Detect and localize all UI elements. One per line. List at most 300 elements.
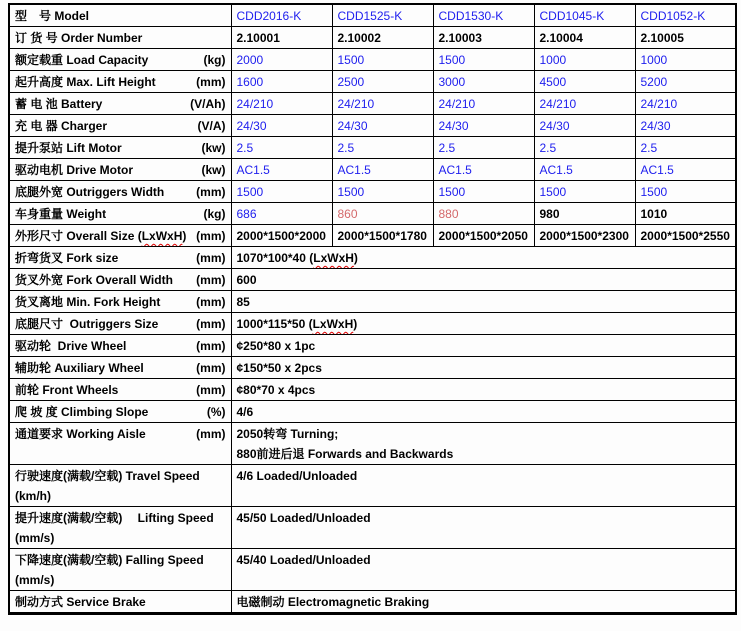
spec-value-cell (231, 549, 736, 591)
spec-label: 折弯货叉 Fork size (15, 251, 119, 265)
table-row (9, 4, 736, 27)
spec-label-cell (9, 181, 231, 203)
table-row (9, 507, 736, 549)
spec-label-line (15, 314, 226, 334)
spec-value-cell (433, 71, 534, 93)
spec-value-cell (332, 115, 433, 137)
spec-label-line (15, 292, 226, 312)
spec-value: 5200 (640, 75, 668, 89)
spec-unit: (mm) (196, 273, 226, 287)
table-row (9, 379, 736, 401)
spec-label-cell (9, 137, 231, 159)
spec-label-line (15, 550, 226, 570)
spec-value-line (237, 358, 731, 378)
spec-label: 车身重量 Weight (15, 207, 107, 221)
spec-value-cell (635, 93, 736, 115)
spec-value-cell (231, 159, 332, 181)
spec-value-cell (534, 27, 635, 49)
spec-value-line (237, 270, 731, 290)
spec-value: 24/30 (236, 119, 267, 133)
spec-label: 额定载重 Load Capacity (15, 53, 149, 67)
spec-value: 2000*1500*2550 (640, 229, 730, 243)
spec-value: AC1.5 (438, 163, 472, 177)
spec-value: 600 (236, 273, 257, 287)
spec-label-text (15, 292, 160, 312)
spec-label-text (15, 160, 133, 180)
spec-value-cell (433, 49, 534, 71)
spec-value-cell (635, 159, 736, 181)
table-row (9, 115, 736, 137)
spec-value: 1500 (438, 53, 466, 67)
spec-label-line (15, 72, 226, 92)
spec-label-cell (9, 269, 231, 291)
table-row (9, 27, 736, 49)
spec-value-line (237, 444, 731, 464)
spec-label-text (15, 204, 106, 224)
spec-value-post: ) (353, 251, 358, 265)
spec-value-cell (231, 247, 736, 269)
spec-value-cell (534, 137, 635, 159)
spec-value-cell (332, 203, 433, 225)
spec-value-wavy: LxWxH (312, 317, 354, 331)
spec-label-line2: (km/h) (15, 489, 51, 503)
spec-value: 电磁制动 Electromagnetic Braking (236, 595, 430, 609)
spec-value: 686 (236, 207, 257, 221)
spec-label-text (15, 116, 107, 136)
spec-value: 2.10004 (539, 31, 583, 45)
spec-value-cell (534, 49, 635, 71)
spec-label-cell (9, 591, 231, 614)
spec-value-cell (332, 137, 433, 159)
spec-value: 2.5 (539, 141, 557, 155)
spec-value-cell (635, 49, 736, 71)
table-row (9, 159, 736, 181)
spec-label-line (15, 402, 226, 422)
spec-value: 2.10005 (640, 31, 684, 45)
spec-value: 4/6 (236, 405, 254, 419)
spec-label-text (15, 550, 204, 570)
spec-table (8, 3, 737, 615)
table-row (9, 465, 736, 507)
spec-value-cell (231, 313, 736, 335)
spec-label-line (15, 138, 226, 158)
spec-value: 2050转弯 Turning; (236, 427, 339, 441)
spec-label-text (15, 28, 142, 48)
spec-value-cell (635, 181, 736, 203)
spec-value-cell (433, 27, 534, 49)
spec-value-cell (534, 93, 635, 115)
spec-value: 880 (438, 207, 459, 221)
table-row (9, 181, 736, 203)
spec-label-line (15, 116, 226, 136)
spec-value: 24/210 (539, 97, 577, 111)
spec-value-wavy: LxWxH (313, 251, 354, 265)
spec-value: 85 (236, 295, 250, 309)
spec-label-cell (9, 291, 231, 313)
spec-label-cell (9, 115, 231, 137)
spec-label-text (15, 6, 89, 26)
spec-value-cell (231, 291, 736, 313)
spec-label-cell (9, 225, 231, 247)
spec-value: CDD1525-K (337, 9, 403, 23)
spec-label-cell (9, 401, 231, 423)
spec-label-line (15, 336, 226, 356)
spec-value-cell (332, 159, 433, 181)
spec-label-text (15, 72, 156, 92)
spec-value-cell (534, 225, 635, 247)
spec-label-text (15, 226, 186, 246)
table-row (9, 49, 736, 71)
spec-value: CDD1045-K (539, 9, 605, 23)
spec-unit: (mm) (196, 295, 226, 309)
spec-value: 45/50 Loaded/Unloaded (236, 511, 371, 525)
spec-value: AC1.5 (337, 163, 371, 177)
spec-label-cell (9, 549, 231, 591)
spec-label: 驱动轮 Drive Wheel (15, 339, 127, 353)
spec-label: 起升高度 Max. Lift Height (15, 75, 156, 89)
spec-label-cell (9, 357, 231, 379)
spec-value-line (237, 248, 731, 268)
spec-value-cell (534, 181, 635, 203)
spec-value-cell (534, 115, 635, 137)
spec-label-text (15, 424, 146, 444)
spec-label-text (15, 380, 118, 400)
spec-value: 2500 (337, 75, 365, 89)
spec-value-cell (433, 181, 534, 203)
spec-value: ¢250*80 x 1pc (236, 339, 316, 353)
table-row (9, 137, 736, 159)
spec-value-cell (433, 137, 534, 159)
spec-label-text (15, 270, 173, 290)
spec-label: 行驶速度(满载/空载) Travel Speed (15, 469, 200, 483)
spec-label: 下降速度(满载/空载) Falling Speed (15, 553, 204, 567)
spec-label-cell (9, 4, 231, 27)
table-row (9, 401, 736, 423)
spec-value-cell (231, 225, 332, 247)
spec-value-cell (231, 591, 736, 614)
spec-unit: (mm) (196, 427, 226, 441)
spec-value-cell (231, 49, 332, 71)
spec-unit: (kw) (201, 141, 226, 155)
spec-label-line (15, 466, 226, 486)
spec-label-cell (9, 159, 231, 181)
spec-label-line (15, 204, 226, 224)
table-row (9, 247, 736, 269)
spec-value: 24/210 (438, 97, 476, 111)
table-row (9, 591, 736, 614)
spec-value: 24/30 (539, 119, 570, 133)
spec-value: 24/30 (438, 119, 469, 133)
spec-value-line (237, 592, 731, 612)
spec-value: 1500 (640, 185, 668, 199)
spec-label-text (15, 314, 158, 334)
spec-value-cell (433, 93, 534, 115)
spec-label-line (15, 94, 226, 114)
spec-value-cell (231, 71, 332, 93)
spec-value-cell (534, 203, 635, 225)
spec-value: 1000 (640, 53, 668, 67)
spec-label: 提升泵站 Lift Motor (15, 141, 122, 155)
spec-label: 辅助轮 Auxiliary Wheel (15, 361, 144, 375)
spec-unit: (V/A) (197, 119, 226, 133)
spec-label-line2: (mm/s) (15, 531, 55, 545)
spec-value: 2.5 (438, 141, 456, 155)
spec-value: 2.5 (236, 141, 254, 155)
spec-value-cell (332, 93, 433, 115)
spec-label-text (15, 94, 102, 114)
spec-label-text (15, 592, 146, 612)
spec-value: 2.5 (337, 141, 355, 155)
spec-value-cell (231, 507, 736, 549)
spec-unit: (mm) (196, 185, 226, 199)
spec-value: AC1.5 (640, 163, 674, 177)
spec-label: 通道要求 Working Aisle (15, 427, 146, 441)
spec-value: 4/6 Loaded/Unloaded (236, 469, 358, 483)
spec-value-line (237, 466, 731, 486)
spec-value: 24/210 (640, 97, 678, 111)
spec-label-wavy: LxWxH (141, 229, 183, 243)
spec-label: 底腿尺寸 Outriggers Size (15, 317, 159, 331)
spec-label-line (15, 424, 226, 444)
spec-label-text (15, 508, 214, 528)
spec-value: 880前进后退 Forwards and Backwards (236, 447, 454, 461)
spec-label-text (15, 466, 200, 486)
spec-value: 2000*1500*2300 (539, 229, 629, 243)
spec-label-line (15, 6, 226, 26)
spec-label-cell (9, 247, 231, 269)
spec-label: 爬 坡 度 Climbing Slope (15, 405, 149, 419)
spec-label-cell (9, 423, 231, 465)
spec-label-line (15, 380, 226, 400)
spec-label-line (15, 226, 226, 246)
spec-label: 货叉外宽 Fork Overall Width (15, 273, 173, 287)
table-row (9, 423, 736, 465)
spec-value-cell (231, 401, 736, 423)
spec-label-text (15, 336, 126, 356)
spec-value-cell (332, 181, 433, 203)
spec-value: 2.5 (640, 141, 658, 155)
spec-unit: (mm) (196, 383, 226, 397)
spec-value: 1600 (236, 75, 264, 89)
spec-unit: (mm) (196, 75, 226, 89)
spec-value: ¢150*50 x 2pcs (236, 361, 322, 375)
spec-unit: (kw) (201, 163, 226, 177)
spec-value: 4500 (539, 75, 567, 89)
spec-value-cell (231, 357, 736, 379)
spec-value: 2000*1500*1780 (337, 229, 427, 243)
spec-value-line (237, 314, 731, 334)
spec-unit: (kg) (203, 53, 226, 67)
spec-value: 2000 (236, 53, 264, 67)
spec-value-cell (231, 423, 736, 465)
spec-value: 1500 (539, 185, 567, 199)
spec-label: 外形尺寸 Overall Size ( (15, 229, 142, 243)
table-row (9, 225, 736, 247)
spec-label-cell (9, 313, 231, 335)
spec-value-cell (231, 115, 332, 137)
spec-label-line (15, 358, 226, 378)
spec-value-line (237, 402, 731, 422)
spec-table-body (9, 4, 736, 614)
spec-label: 订 货 号 Order Number (15, 31, 143, 45)
spec-unit: (mm) (196, 229, 226, 243)
spec-value-cell (433, 159, 534, 181)
spec-label-line (15, 270, 226, 290)
spec-label-line2: (mm/s) (15, 573, 55, 587)
spec-label-text (15, 358, 144, 378)
table-row (9, 313, 736, 335)
spec-value-line (237, 380, 731, 400)
table-row (9, 335, 736, 357)
spec-value-cell (332, 225, 433, 247)
spec-value-cell (332, 71, 433, 93)
spec-value: 1010 (640, 207, 668, 221)
spec-value-cell (231, 203, 332, 225)
spec-value-cell (231, 93, 332, 115)
spec-label: 充 电 器 Charger (15, 119, 108, 133)
spec-value: 1500 (337, 53, 365, 67)
spec-value: CDD2016-K (236, 9, 302, 23)
spec-value-cell (231, 335, 736, 357)
table-row (9, 549, 736, 591)
spec-label-line (15, 28, 226, 48)
spec-label-line (15, 508, 226, 528)
spec-value: 2.10001 (236, 31, 280, 45)
spec-value-cell (231, 137, 332, 159)
spec-value: 2000*1500*2050 (438, 229, 528, 243)
spec-value: 980 (539, 207, 560, 221)
spec-value: 1000 (539, 53, 567, 67)
spec-value-post: ) (353, 317, 358, 331)
spec-label: 货叉离地 Min. Fork Height (15, 295, 161, 309)
spec-value-line (237, 508, 731, 528)
spec-value: 2.10002 (337, 31, 381, 45)
spec-value: 24/210 (236, 97, 274, 111)
spec-label: 蓄 电 池 Battery (15, 97, 103, 111)
spec-label-text (15, 402, 148, 422)
spec-value: 24/30 (337, 119, 368, 133)
table-row (9, 203, 736, 225)
spec-unit: (kg) (203, 207, 226, 221)
spec-value-line (237, 336, 731, 356)
spec-value-cell (433, 115, 534, 137)
spec-value-cell (332, 27, 433, 49)
spec-label-cell (9, 379, 231, 401)
spec-value: 860 (337, 207, 358, 221)
spec-value-line (237, 550, 731, 570)
spec-value: CDD1530-K (438, 9, 504, 23)
spec-unit: (mm) (196, 251, 226, 265)
spec-label-line (15, 160, 226, 180)
spec-value: 1070*100*40 ( (236, 251, 314, 265)
spec-label: 型 号 Model (15, 9, 89, 23)
spec-label: 制动方式 Service Brake (15, 595, 146, 609)
spec-value-cell (635, 71, 736, 93)
spec-value: 1500 (438, 185, 466, 199)
spec-value-cell (635, 225, 736, 247)
table-row (9, 291, 736, 313)
spec-value: 24/30 (640, 119, 671, 133)
spec-value-cell (332, 49, 433, 71)
spec-label-line (15, 182, 226, 202)
spec-label: 底腿外宽 Outriggers Width (15, 185, 165, 199)
spec-unit: (mm) (196, 317, 226, 331)
spec-value-cell (635, 27, 736, 49)
spec-value-cell (231, 4, 332, 27)
spec-value: 1500 (337, 185, 365, 199)
spec-value-cell (635, 203, 736, 225)
table-row (9, 269, 736, 291)
spec-value-cell (534, 159, 635, 181)
spec-value: 45/40 Loaded/Unloaded (236, 553, 371, 567)
spec-value: 3000 (438, 75, 466, 89)
spec-label-line (15, 592, 226, 612)
spec-label-text (15, 182, 164, 202)
spec-value-line (237, 424, 731, 444)
spec-value-cell (433, 203, 534, 225)
spec-value: 24/210 (337, 97, 375, 111)
spec-label-text (15, 50, 148, 70)
spec-value: CDD1052-K (640, 9, 706, 23)
spec-value: AC1.5 (539, 163, 573, 177)
spec-label-cell (9, 203, 231, 225)
spec-value-cell (534, 4, 635, 27)
table-row (9, 357, 736, 379)
spec-label-text (15, 138, 122, 158)
spec-value-line (237, 292, 731, 312)
spec-label-line (15, 50, 226, 70)
spec-value: AC1.5 (236, 163, 270, 177)
spec-label-post: ) (182, 229, 187, 243)
spec-value-cell (231, 181, 332, 203)
spec-value: 2.10003 (438, 31, 482, 45)
spec-value: ¢80*70 x 4pcs (236, 383, 316, 397)
table-row (9, 71, 736, 93)
spec-label-cell (9, 335, 231, 357)
spec-value-cell (635, 137, 736, 159)
table-row (9, 93, 736, 115)
spec-label-cell (9, 507, 231, 549)
spec-value-cell (231, 27, 332, 49)
spec-value-cell (635, 115, 736, 137)
spec-value: 1000*115*50 ( (236, 317, 313, 331)
spec-label-line (15, 248, 226, 268)
spec-value-cell (635, 4, 736, 27)
spec-label-cell (9, 71, 231, 93)
spec-unit: (mm) (196, 361, 226, 375)
spec-value: 1500 (236, 185, 264, 199)
spec-label: 驱动电机 Drive Motor (15, 163, 134, 177)
spec-label-text (15, 248, 118, 268)
spec-label-cell (9, 49, 231, 71)
spec-unit: (mm) (196, 339, 226, 353)
spec-unit: (V/Ah) (190, 97, 226, 111)
spec-value-cell (534, 71, 635, 93)
spec-value-cell (231, 379, 736, 401)
spec-value-cell (332, 4, 433, 27)
spec-label-cell (9, 465, 231, 507)
spec-value-cell (433, 4, 534, 27)
spec-label: 提升速度(满载/空载) Lifting Speed (15, 511, 214, 525)
spec-value-cell (433, 225, 534, 247)
spec-unit: (%) (206, 405, 226, 419)
spec-value-cell (231, 269, 736, 291)
spec-value: 2000*1500*2000 (236, 229, 326, 243)
spec-label-cell (9, 27, 231, 49)
spec-value-cell (231, 465, 736, 507)
spec-label: 前轮 Front Wheels (15, 383, 119, 397)
spec-label-cell (9, 93, 231, 115)
